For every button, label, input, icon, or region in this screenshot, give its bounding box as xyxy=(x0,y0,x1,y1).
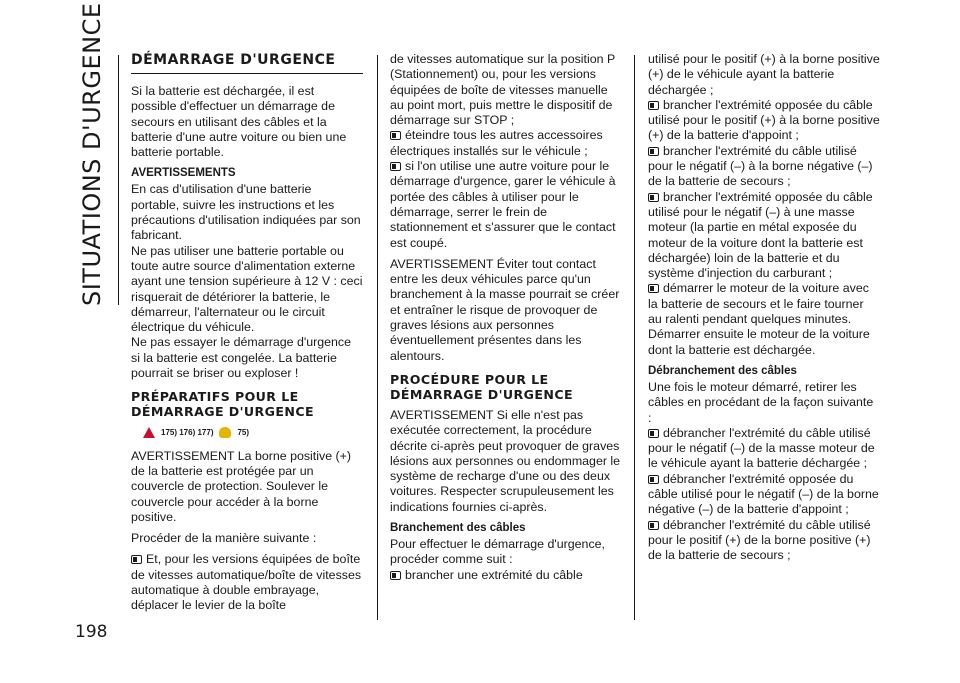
list-item: débrancher l'extrémité du câble utilisé pour le positif (+) de la borne positive (+) de la batterie de secours ; xyxy=(648,517,871,563)
warning-text: Ne pas essayer le démarrage d'urgence si la batterie est congelée. La batterie pourrait se briser ou exploser ! xyxy=(131,335,352,381)
paragraph: AVERTISSEMENT Éviter tout contact entre les deux véhicules parce qu'un branchement à la masse pourrait se créer et entraîner le risque de provoquer de graves lésions aux personnes éventuellement présentes dans les alentours. xyxy=(390,256,620,363)
list-item: éteindre tous les autres accessoires électriques installés sur le véhicule ; xyxy=(390,128,603,158)
side-divider xyxy=(118,55,119,305)
warning-triangle-icon xyxy=(143,427,155,438)
bullet-icon xyxy=(648,429,659,438)
list-item: débrancher l'extrémité opposée du câble utilisé pour le négatif (–) de la borne négative (–) de la batterie d'appoint ; xyxy=(648,471,879,517)
page-number: 198 xyxy=(75,622,108,642)
paragraph: Procéder de la manière suivante : xyxy=(131,531,317,546)
list-item: brancher une extrémité du câble xyxy=(390,568,622,583)
list-item: débrancher l'extrémité du câble utilisé pour le négatif (–) de la masse moteur de le véhicule ayant la batterie déchargée ; xyxy=(648,425,875,471)
warnings-heading: AVERTISSEMENTS xyxy=(131,167,236,180)
subsection-title: PRÉPARATIFS POUR LE DÉMARRAGE D'URGENCE xyxy=(131,389,314,420)
column-divider xyxy=(634,55,635,620)
bullet-icon xyxy=(648,475,659,484)
subheading: Branchement des câbles xyxy=(390,522,526,535)
bullet-icon xyxy=(648,101,659,110)
bullet-icon xyxy=(390,571,401,580)
column-divider xyxy=(377,55,378,620)
list-item: si l'on utilise une autre voiture pour le démarrage d'urgence, garer le véhicule à portée des câbles à utiliser pour le démarrage, serrer le frein de stationnement et s'assurer que le contact est coupé. xyxy=(390,159,616,250)
list-item: brancher l'extrémité du câble utilisé pour le négatif (–) à la borne négative (–) de la batterie de secours ; xyxy=(648,143,873,189)
warning-text: Ne pas utiliser une batterie portable ou toute autre source d'alimentation externe ayant une tension supérieure à 12 V : ceci risquerait de détériorer la batterie, le démarreur, l'alternateur ou le circuit électrique du véhicule. xyxy=(131,243,363,335)
subheading: Débranchement des câbles xyxy=(648,364,797,377)
bullet-icon xyxy=(648,521,659,530)
paragraph: utilisé pour le positif (+) à la borne positive (+) de le véhicule ayant la batterie déchargée ; xyxy=(648,52,880,97)
column-2 xyxy=(390,52,622,589)
intro-paragraph: Si la batterie est déchargée, il est possible d'effectuer un démarrage de secours en utilisant des câbles et la batterie d'une autre voiture ou bien une batterie portable. xyxy=(131,84,347,160)
chapter-side-title: SITUATIONS D'URGENCE xyxy=(78,2,106,306)
column-1 xyxy=(131,52,363,620)
list-item: Et, pour les versions équipées de boîte de vitesses automatique/boîte de vitesses automatique à double embrayage, déplacer le levier de la boîte xyxy=(131,552,362,613)
subsection-title: PROCÉDURE POUR LE DÉMARRAGE D'URGENCE xyxy=(390,371,573,402)
bullet-icon xyxy=(131,555,142,564)
bullet-icon xyxy=(648,284,659,293)
paragraph: Pour effectuer le démarrage d'urgence, procéder comme suit : xyxy=(390,537,605,567)
paragraph: AVERTISSEMENT La borne positive (+) de la batterie est protégée par un couvercle de protection. Soulever le couvercle pour accéder à la borne positive. xyxy=(131,448,352,524)
list-item: brancher l'extrémité opposée du câble utilisé pour le négatif (–) à une masse moteur (la partie en métal exposée du moteur de la voiture dont la batterie est déchargée) loin de la batterie et du système d'injection du carburant ; xyxy=(648,189,873,281)
warning-refs: 175) 176) 177) xyxy=(161,428,214,438)
list-item: démarrer le moteur de la voiture avec la batterie de secours et le faire tourner au ralenti pendant quelques minutes. Démarrer ensuite le moteur de la voiture dont la batterie est déchargée. xyxy=(648,281,870,357)
paragraph: AVERTISSEMENT Si elle n'est pas exécutée correctement, la procédure décrite ci-après peut provoquer de graves lésions aux personnes ou endommager le système de recharge d'une ou des deux voitures. Respecter scrupuleusement les indications fournies ci-après. xyxy=(390,407,621,514)
caution-hand-icon xyxy=(219,427,231,438)
column-3 xyxy=(648,52,880,570)
bullet-icon xyxy=(648,193,659,202)
paragraph: Une fois le moteur démarré, retirer les câbles en procédant de la façon suivante : xyxy=(648,379,874,425)
bullet-icon xyxy=(390,131,401,140)
section-title: DÉMARRAGE D'URGENCE xyxy=(131,52,363,74)
bullet-icon xyxy=(390,162,401,171)
list-item: brancher l'extrémité opposée du câble utilisé pour le positif (+) à la borne positive (+) de la batterie d'appoint ; xyxy=(648,97,880,143)
bullet-icon xyxy=(648,147,659,156)
reference-row xyxy=(143,425,363,440)
warning-text: En cas d'utilisation d'une batterie portable, suivre les instructions et les précautions d'utilisation indiquées par son fabricant. xyxy=(131,182,361,243)
paragraph: de vitesses automatique sur la position P (Stationnement) ou, pour les versions équipées de boîte de vitesses manuelle au point mort, puis mettre le dispositif de démarrage sur STOP ; xyxy=(390,52,615,128)
caution-refs: 75) xyxy=(237,428,250,438)
